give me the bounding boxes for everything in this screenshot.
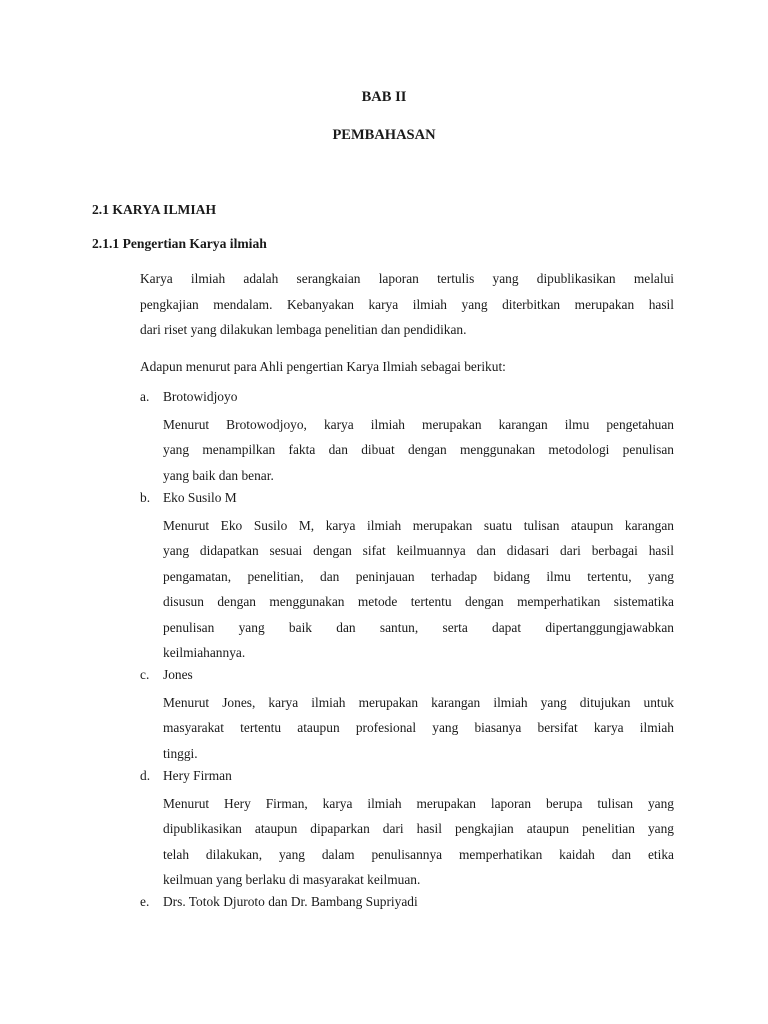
definition-line: dipublikasikan ataupun dipaparkan dari hasil pengkajian ataupun penelitian yang [163,821,674,837]
definition-line: disusun dengan menggunakan metode tertentu dengan memperhatikan sistematika [163,594,674,610]
list-marker: e. [140,894,150,909]
definition-line: Menurut Hery Firman, karya ilmiah merupakan laporan berupa tulisan yang [163,796,674,811]
definition-line: Menurut Jones, karya ilmiah merupakan karangan ilmiah yang ditujukan untuk [163,695,674,710]
definition-line: Menurut Brotowodjoyo, karya ilmiah merupakan karangan ilmu pengetahuan [163,417,674,432]
subsection-heading: 2.1.1 Pengertian Karya ilmiah [92,236,267,251]
expert-name: Jones [163,667,193,682]
expert-name: Brotowidjoyo [163,389,238,404]
expert-definition [163,513,674,665]
intro-paragraph [140,266,674,343]
section-heading: 2.1 KARYA ILMIAH [92,202,217,217]
intro-lead: Adapun menurut para Ahli pengertian Karya Ilmiah sebagai berikut: [140,359,506,374]
list-marker: a. [140,389,150,404]
intro-line: Karya ilmiah adalah serangkaian laporan tertulis yang dipublikasikan melalui [140,271,674,286]
intro-line: pengkajian mendalam. Kebanyakan karya ilmiah yang diterbitkan merupakan hasil [140,296,674,312]
definition-line: pengamatan, penelitian, dan peninjauan terhadap bidang ilmu tertentu, yang [163,568,674,584]
definition-line: yang menampilkan fakta dan dibuat dengan menggunakan metodologi penulisan [163,442,674,458]
definition-line: keilmuan yang berlaku di masyarakat keilmuan. [163,872,421,888]
chapter-number: BAB II [361,89,407,105]
expert-definition [163,412,674,488]
definition-line: masyarakat tertentu ataupun profesional yang biasanya bersifat karya ilmiah [163,720,674,736]
definition-line: Menurut Eko Susilo M, karya ilmiah merupakan suatu tulisan ataupun karangan [163,518,674,533]
list-marker: d. [140,768,151,783]
intro-line: dari riset yang dilakukan lembaga penelitian dan pendidikan. [140,322,467,337]
list-marker: b. [140,490,151,505]
list-marker: c. [140,667,150,682]
definition-line: penulisan yang baik dan santun, serta dapat dipertanggungjawabkan [163,619,674,635]
definition-line: yang baik dan benar. [163,467,274,483]
chapter-title: PEMBAHASAN [332,127,436,143]
definition-line: keilmiahannya. [163,645,246,661]
expert-name: Hery Firman [163,768,232,783]
definition-line: tinggi. [163,745,198,761]
definition-line: yang didapatkan sesuai dengan sifat keilmuannya dan didasari dari berbagai hasil [163,543,674,559]
expert-definition [163,791,674,893]
definition-line: telah dilakukan, yang dalam penulisannya memperhatikan kaidah dan etika [163,846,674,862]
expert-name: Eko Susilo M [163,490,237,505]
expert-definition [163,690,674,766]
expert-name: Drs. Totok Djuroto dan Dr. Bambang Supriyadi [163,894,418,909]
